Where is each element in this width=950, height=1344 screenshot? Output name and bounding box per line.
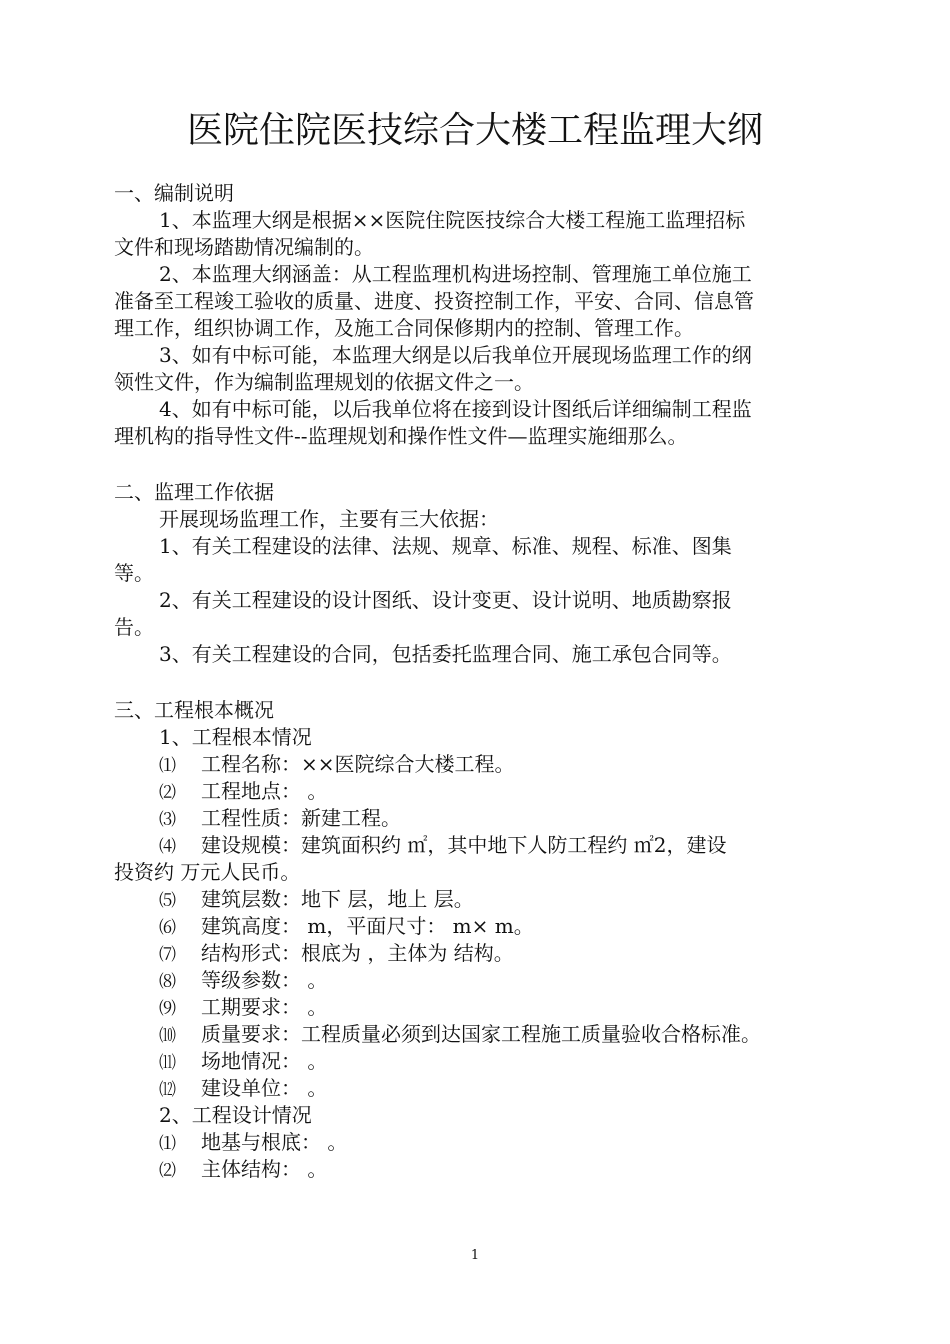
item-number: ⑾ xyxy=(159,1053,176,1073)
paragraph-line: 理机构的指导性文件--监理规划和操作性文件—监理实施细那么。 xyxy=(114,424,688,448)
item-text: 工程性质：新建工程。 xyxy=(201,806,401,830)
paragraph-line: 4、如有中标可能，以后我单位将在接到设计图纸后详细编制工程监 xyxy=(159,397,752,421)
page-number: 1 xyxy=(470,1248,480,1263)
list-item xyxy=(159,994,844,1023)
item-text: 质量要求：工程质量必须到达国家工程施工质量验收合格标准。 xyxy=(201,1022,761,1046)
paragraph-line: 3、如有中标可能，本监理大纲是以后我单位开展现场监理工作的纲 xyxy=(159,343,752,367)
item-text: 建筑层数：地下 层，地上 层。 xyxy=(201,887,474,911)
subsection-heading: 1、工程根本情况 xyxy=(159,725,312,749)
item-number: ⑺ xyxy=(159,945,176,965)
item-number: ⑴ xyxy=(159,756,176,776)
paragraph-line: 1、有关工程建设的法律、法规、规章、标准、规程、标准、图集 xyxy=(159,534,732,558)
section-heading: 三、工程根本概况 xyxy=(114,698,274,722)
list-item xyxy=(159,913,844,942)
item-number: ⑶ xyxy=(159,810,176,830)
paragraph-line: 领性文件，作为编制监理规划的依据文件之一。 xyxy=(114,370,534,394)
item-number: ⑼ xyxy=(159,999,176,1019)
list-item xyxy=(159,940,844,969)
item-number: ⑵ xyxy=(159,1161,176,1181)
item-text: 工程地点： 。 xyxy=(201,779,328,803)
list-item xyxy=(159,1156,844,1185)
paragraph-line: 等。 xyxy=(114,561,154,585)
list-item xyxy=(159,886,844,915)
paragraph-line: 文件和现场踏勘情况编制的。 xyxy=(114,235,374,259)
list-item xyxy=(159,1048,844,1077)
subsection-heading: 2、工程设计情况 xyxy=(159,1103,312,1127)
list-item xyxy=(159,832,844,861)
section-heading: 一、编制说明 xyxy=(114,181,234,205)
item-text: 建设规模：建筑面积约 ㎡，其中地下人防工程约 ㎡2，建设 xyxy=(201,833,727,857)
paragraph-line: 投资约 万元人民币。 xyxy=(114,860,301,884)
item-text: 场地情况： 。 xyxy=(201,1049,328,1073)
item-text: 建设单位： 。 xyxy=(201,1076,328,1100)
item-text: 工程名称：××医院综合大楼工程。 xyxy=(201,752,515,776)
paragraph-line: 2、本监理大纲涵盖：从工程监理机构进场控制、管理施工单位施工 xyxy=(159,262,752,286)
paragraph-line: 1、本监理大纲是根据××医院住院医技综合大楼工程施工监理招标 xyxy=(159,208,746,232)
paragraph-line: 3、有关工程建设的合同，包括委托监理合同、施工承包合同等。 xyxy=(159,642,732,666)
section-heading: 二、监理工作依据 xyxy=(114,480,274,504)
item-number: ⑷ xyxy=(159,837,176,857)
item-text: 结构形式：根底为 ，主体为 结构。 xyxy=(201,941,514,965)
item-text: 工期要求： 。 xyxy=(201,995,328,1019)
item-number: ⑸ xyxy=(159,891,176,911)
paragraph-line: 准备至工程竣工验收的质量、进度、投资控制工作，平安、合同、信息管 xyxy=(114,289,754,313)
list-item xyxy=(159,1075,844,1104)
paragraph-line: 2、有关工程建设的设计图纸、设计变更、设计说明、地质勘察报 xyxy=(159,588,732,612)
list-item xyxy=(159,1129,844,1158)
list-item xyxy=(159,1021,844,1050)
paragraph-line: 开展现场监理工作，主要有三大依据： xyxy=(159,507,499,531)
item-number: ⑹ xyxy=(159,918,176,938)
list-item xyxy=(159,778,844,807)
item-number: ⑻ xyxy=(159,972,176,992)
item-text: 等级参数： 。 xyxy=(201,968,328,992)
item-text: 建筑高度： m，平面尺寸： m× m。 xyxy=(201,914,534,938)
item-text: 主体结构： 。 xyxy=(201,1157,328,1181)
paragraph-line: 理工作，组织协调工作，及施工合同保修期内的控制、管理工作。 xyxy=(114,316,694,340)
list-item xyxy=(159,751,844,780)
item-number: ⑴ xyxy=(159,1134,176,1154)
paragraph-line: 告。 xyxy=(114,615,154,639)
item-number: ⑽ xyxy=(159,1026,176,1046)
item-text: 地基与根底： 。 xyxy=(201,1130,348,1154)
document-title: 医院住院医技综合大楼工程监理大纲 xyxy=(186,110,763,151)
item-number: ⑿ xyxy=(159,1080,176,1100)
item-number: ⑵ xyxy=(159,783,176,803)
list-item xyxy=(159,967,844,996)
list-item xyxy=(159,805,844,834)
